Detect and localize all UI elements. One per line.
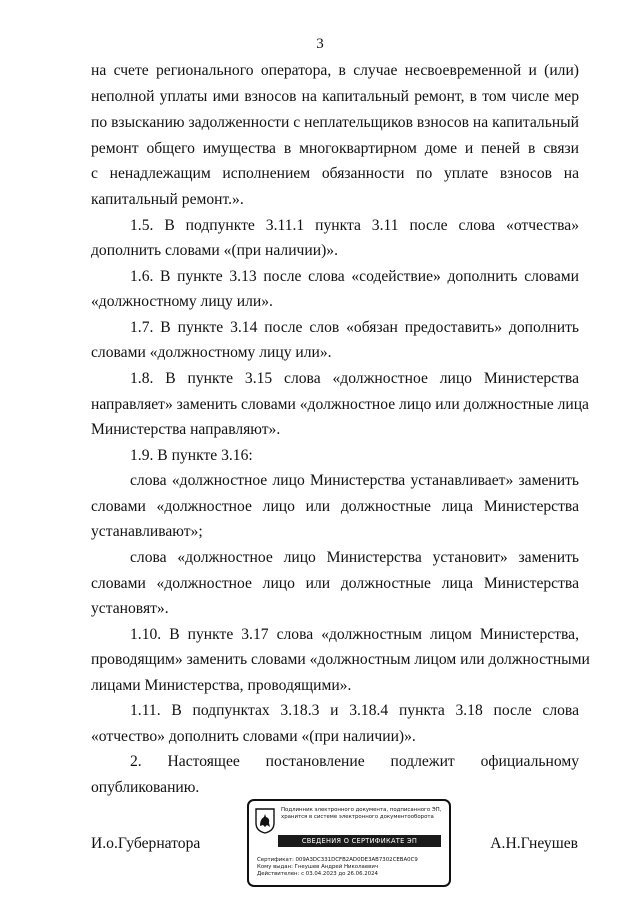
text-line: словами «должностное лицо или должностные лица Министерства [91, 575, 579, 592]
text-line: направляет» заменить словами «должностное лицо или должностные лица [91, 396, 589, 413]
text-line: устанавливают»; [91, 523, 203, 540]
text-line: 2. Настоящее постановление подлежит официальному [130, 753, 579, 770]
stamp-validity: Действителен: с 03.04.2023 до 26.06.2024 [257, 871, 378, 877]
text-line: установят». [91, 600, 169, 617]
text-line: неполной уплаты ими взносов на капитальный ремонт, в том числе мер [91, 88, 579, 105]
text-line: 1.11. В подпунктах 3.18.3 и 3.18.4 пункта 3.18 после слова [130, 702, 579, 719]
text-line: Министерства направляют». [91, 421, 281, 438]
text-line: ремонт общего имущества в многоквартирном доме и пеней в связи [91, 140, 579, 157]
text-line: 1.5. В подпункте 3.11.1 пункта 3.11 после слова «отчества» [130, 217, 579, 234]
stamp-title: СВЕДЕНИЯ О СЕРТИФИКАТЕ ЭП [278, 835, 441, 847]
stamp-header-line: Подлинник электронного документа, подписанного ЭП, [281, 807, 442, 813]
text-line: словами «должностному лицу или». [91, 344, 332, 361]
text-line: 1.6. В пункте 3.13 после слова «содействие» дополнить словами [130, 268, 579, 285]
text-line: 1.9. В пункте 3.16: [130, 447, 253, 464]
stamp-certificate: Сертификат: 009A3DC331DCFB2AD0DE3AB7302CEBA0C9 [257, 857, 418, 863]
text-line: проводящим» заменить словами «должностным лицом или должностными [91, 651, 590, 668]
text-line: опубликованию. [91, 779, 200, 796]
text-line: словами «должностное лицо или должностные лица Министерства [91, 498, 579, 515]
text-line: капитальный ремонт.». [91, 191, 244, 208]
text-line: на счете регионального оператора, в случае несвоевременной и (или) [91, 62, 579, 79]
text-line: лицами Министерства, проводящими». [91, 677, 352, 694]
signature-position: И.о.Губернатора [91, 835, 201, 852]
electronic-signature-stamp [247, 799, 451, 887]
text-line: «отчество» дополнить словами «(при наличии)». [91, 728, 416, 745]
coat-of-arms-icon [255, 808, 275, 834]
page-number: 3 [316, 36, 324, 52]
stamp-owner: Кому выдан: Гнеушев Андрей Николаевич [257, 864, 379, 870]
stamp-header-line: хранится в системе электронного документооборота [281, 814, 434, 820]
text-line: слова «должностное лицо Министерства установит» заменить [130, 549, 579, 566]
text-line: 1.7. В пункте 3.14 после слов «обязан предоставить» дополнить [130, 319, 579, 336]
text-line: по взысканию задолженности с неплательщиков взносов на капитальный [91, 114, 579, 131]
text-line: с ненадлежащим исполнением обязанности по уплате взносов на [91, 165, 579, 182]
signature-name: А.Н.Гнеушев [490, 835, 578, 852]
text-line: 1.10. В пункте 3.17 слова «должностным лицом Министерства, [130, 626, 579, 643]
text-line: 1.8. В пункте 3.15 слова «должностное лицо Министерства [130, 370, 579, 387]
text-line: слова «должностное лицо Министерства устанавливает» заменить [130, 472, 579, 489]
text-line: «должностному лицу или». [91, 293, 273, 310]
text-line: дополнить словами «(при наличии)». [91, 242, 338, 259]
